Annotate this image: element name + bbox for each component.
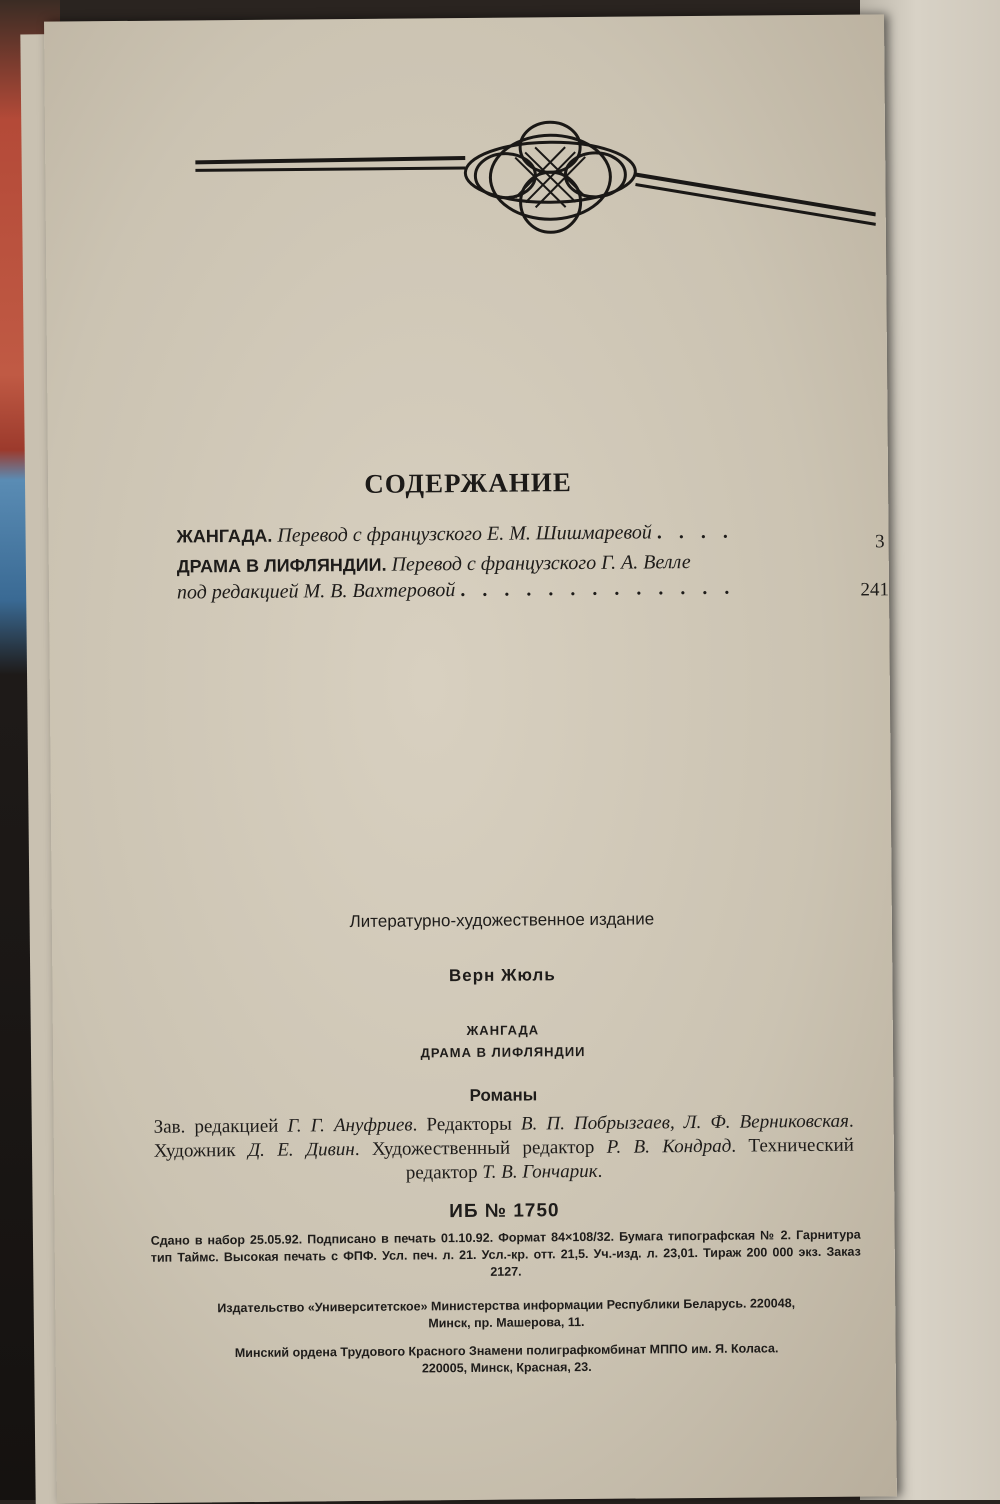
- credit-name: Т. В. Гончарик: [482, 1160, 598, 1183]
- toc-leader-dots: . . . .: [656, 520, 734, 544]
- credit-name: Р. В. Кондрад: [606, 1135, 732, 1158]
- toc-leader-dots: . . . . . . . . . . . . .: [460, 576, 736, 602]
- credit-label: Художник: [153, 1140, 236, 1162]
- imprint-technical-data: Сдано в набор 25.05.92. Подписано в печать 01.10.92. Формат 84×108/32. Бумага типографская № 2. Гарнитура тип Таймс. Высокая печать с ФПФ. Усл. печ. л. 21. Усл.-кр. отт. 21,5. Уч.-изд. л. 23,01. Тираж 200 000 экз. Заказ 2127.: [150, 1227, 861, 1279]
- credit-name: Г. Г. Ануфриев: [287, 1114, 413, 1137]
- imprint-publisher: [151, 1295, 861, 1335]
- toc-entry: [176, 518, 885, 553]
- credit-name: Д. Е. Дивин: [247, 1138, 355, 1161]
- toc-entry-translation: Перевод с французского Г. А. Велле: [391, 551, 691, 576]
- credit-name: В. П. Побрызгаев, Л. Ф. Верниковская: [520, 1110, 850, 1135]
- table-of-contents: [176, 518, 890, 606]
- toc-page-number: 241: [860, 579, 890, 601]
- toc-entry-translation-editor: под редакцией М. В. Вахтеровой: [176, 579, 456, 604]
- credit-label: Технический редактор: [405, 1134, 854, 1184]
- toc-page-number: 3: [874, 531, 885, 553]
- imprint-ib-number: ИБ № 1750: [449, 1200, 560, 1223]
- imprint-genre: Романы: [469, 1085, 538, 1105]
- toc-entry-title: ЖАНГАДА.: [176, 525, 273, 547]
- decorative-knot-ornament: [195, 114, 876, 260]
- credit-label: Художественный редактор: [371, 1136, 595, 1160]
- publisher-line: Издательство «Университетское» Министерства информации Республики Беларусь. 220048,: [217, 1296, 796, 1316]
- imprint-work-title: ЖАНГАДА: [466, 1022, 540, 1039]
- imprint-series: Литературно-художественное издание: [349, 909, 655, 932]
- printer-address: 220005, Минск, Красная, 23.: [421, 1359, 592, 1376]
- toc-entry-title: ДРАМА В ЛИФЛЯНДИИ.: [176, 554, 387, 577]
- imprint-credits: Зав. редакцией Г. Г. Ануфриев. Редакторы В. П. Побрызгаев, Л. Ф. Верниковская. Художник Д. Е. Дивин. Художественный редактор Р. В. Кондрад. Технический редактор Т. В. Гончарик.: [153, 1110, 854, 1184]
- imprint-work-title: ДРАМА В ЛИФЛЯНДИИ: [420, 1043, 586, 1061]
- imprint-author: Верн Жюль: [448, 965, 556, 986]
- printer-line: Минский ордена Трудового Красного Знамени полиграфкомбинат МППО им. Я. Коласа.: [234, 1341, 779, 1361]
- toc-entry: [176, 548, 890, 606]
- publisher-address: Минск, пр. Машерова, 11.: [428, 1314, 585, 1331]
- book-page: [44, 14, 897, 1503]
- toc-entry-translation: Перевод с французского Е. М. Шишмаревой: [277, 521, 652, 547]
- imprint-printer: [152, 1340, 862, 1380]
- credit-label: Редакторы: [426, 1113, 512, 1136]
- imprint-works: [143, 1017, 863, 1067]
- credit-label: Зав. редакцией: [153, 1115, 279, 1138]
- toc-heading: СОДЕРЖАНИЕ: [364, 467, 572, 499]
